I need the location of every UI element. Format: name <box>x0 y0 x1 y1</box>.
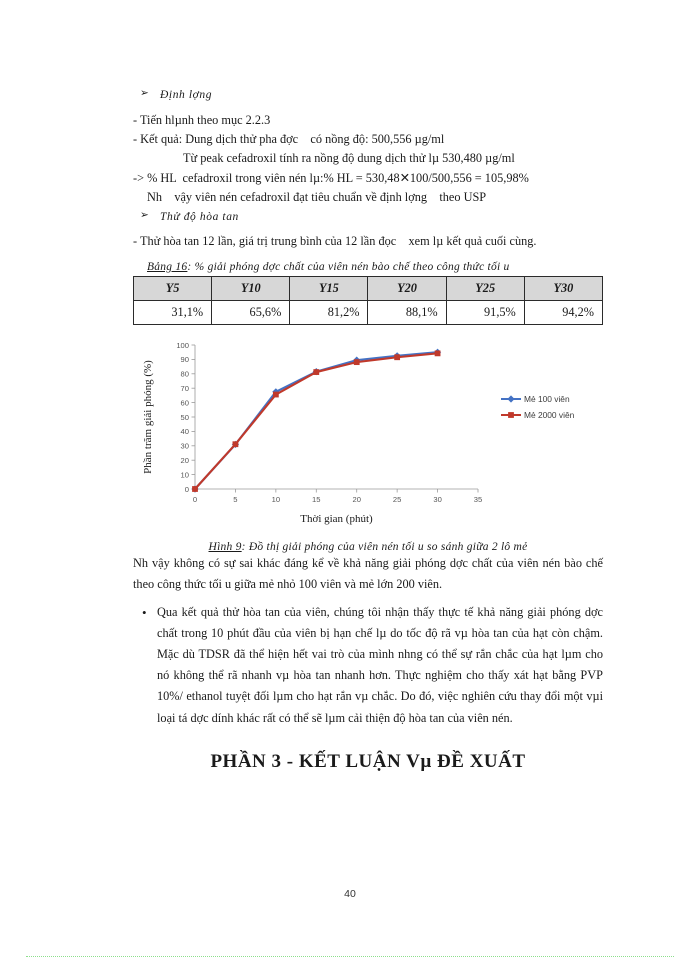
chart-data-point-marker <box>394 354 400 360</box>
arrow-bullet-icon: ➢ <box>140 88 150 99</box>
subsection-heading-dinh-luong <box>133 88 603 104</box>
chart-y-axis-title: Phần trăm giải phóng (%) <box>142 359 154 474</box>
chart-data-point-marker <box>192 486 198 492</box>
paragraph-after-figure: Nh vậy không có sự sai khác đáng kể về khả năng giải phóng dợc chất của viên nén bào chế theo công thức tối u giữa mẻ nhỏ 100 viên và mẻ lớn 200 viên. <box>133 555 603 591</box>
arrow-bullet-icon: ➢ <box>140 209 150 221</box>
table-caption-text: : % giải phóng dợc chất của viên nén bào chế theo công thức tối u <box>187 260 510 273</box>
table-header-cell: Y10 <box>212 276 290 300</box>
chart-x-tick-label: 10 <box>271 494 281 504</box>
chart-y-tick-label: 70 <box>180 383 189 393</box>
page-bottom-divider <box>26 956 674 958</box>
chart-y-tick-label: 60 <box>180 397 189 407</box>
chart-y-tick-label: 80 <box>180 369 189 379</box>
subsection-heading-thu-do-hoa-tan-label: Thử độ hòa tan <box>160 210 239 223</box>
chart-data-point-marker <box>354 359 360 365</box>
line-tien-hanh: - Tiến hlµnh theo mục 2.2.3 <box>133 112 271 127</box>
dissolution-chart <box>133 337 603 537</box>
chart-x-tick-label: 35 <box>473 494 483 504</box>
chart-y-tick-label: 20 <box>180 455 189 465</box>
chart-x-tick-label: 5 <box>233 494 238 504</box>
table-row <box>134 300 603 324</box>
chart-y-tick-label: 90 <box>180 354 189 364</box>
table-header-row <box>134 276 603 300</box>
line-ket-qua: - Kết quả: Dung dịch thử pha đợc có nồng độ: 500,556 µg/ml <box>133 131 445 146</box>
line-nhu-vay: Nh vậy viên nén cefadroxil đạt tiêu chuẩn về định lợng theo USP <box>147 190 487 205</box>
chart-x-tick-label: 20 <box>352 494 361 504</box>
table-header-cell: Y5 <box>134 276 212 300</box>
paragraph-discussion <box>133 602 603 729</box>
chart-legend-swatch-marker <box>508 412 514 418</box>
figure-caption-text: : Đồ thị giải phóng của viên nén tối u so sánh giữa 2 lô mẻ <box>241 540 528 553</box>
dissolution-chart-svg <box>133 337 603 537</box>
chart-x-tick-label: 0 <box>192 494 198 504</box>
figure-caption-number: Hình 9 <box>208 540 242 553</box>
table-caption <box>133 261 603 273</box>
subsection-heading-dinh-luong-label: Định lợng <box>160 89 213 101</box>
table-header-cell: Y20 <box>368 276 446 300</box>
bullet-dot-icon: • <box>142 604 147 620</box>
release-percentage-table <box>133 276 603 325</box>
table-header-cell: Y30 <box>524 276 602 300</box>
chart-y-tick-label: 40 <box>180 426 189 436</box>
table-cell: 31,1% <box>134 300 212 324</box>
line-tu-peak: Từ peak cefadroxil tính ra nồng độ dung dịch thử lµ 530,480 µg/ml <box>183 151 515 166</box>
table-cell: 65,6% <box>212 300 290 324</box>
figure-caption <box>133 541 603 553</box>
table-cell: 88,1% <box>368 300 446 324</box>
line-thu-hoa-tan: - Thử hòa tan 12 lần, giá trị trung bình của 12 lần đọc xem lµ kết quả cuối cùng. <box>133 234 537 249</box>
chart-legend-label: Mẻ 2000 viên <box>524 409 575 420</box>
table-cell: 91,5% <box>446 300 524 324</box>
table-header-cell: Y15 <box>290 276 368 300</box>
chart-x-tick-label: 15 <box>312 494 321 504</box>
table-cell: 94,2% <box>524 300 602 324</box>
chart-x-tick-label: 25 <box>392 494 402 504</box>
chart-data-point-marker <box>313 369 319 375</box>
chart-y-tick-label: 100 <box>176 340 189 350</box>
line-percent-hl: -> % HL cefadroxil trong viên nén lµ:% HL = 530,48✕100/500,556 = 105,98% <box>133 170 529 185</box>
chart-data-point-marker <box>273 391 279 397</box>
chart-x-tick-label: 30 <box>433 494 442 504</box>
chart-legend-swatch-marker <box>507 395 514 402</box>
table-caption-number: Bảng 16 <box>147 260 188 273</box>
page-content <box>133 88 603 773</box>
page-number: 40 <box>344 888 356 900</box>
chart-legend-label: Mẻ 100 viên <box>524 393 570 404</box>
paragraph-discussion-text: Qua kết quả thử hòa tan của viên, chúng tôi nhận thấy thực tế khả năng giải phóng dợc chất trong 10 phút đầu của viên bị hạn chế lµ do tốc độ rã vµ hòa tan của hạt còn chậm. Mặc dù TDSR đã thể hiện hết vai trò của mình nhng có thể sự rắn chắc của hạt lµm cho nó không thể rã nhanh vµ hòa tan nhanh hơn. Thực nghiệm cho thấy xát hạt bằng PVP 10%/ ethanol tuyệt đối lµm cho hạt rắn vµ chắc. Do đó, việc nghiên cứu thay đổi một vµi loại tá dợc dính khác rất có thể sẽ lµm cải thiện độ hòa tan của viên nén. <box>157 604 603 725</box>
table-cell: 81,2% <box>290 300 368 324</box>
table-header-cell: Y25 <box>446 276 524 300</box>
section-heading-part3: PHẦN 3 - KẾT LUẬN Vµ ĐỀ XUẤT <box>210 750 526 772</box>
subsection-heading-thu-do-hoa-tan <box>133 210 603 226</box>
chart-data-point-marker <box>435 350 441 356</box>
chart-y-tick-label: 10 <box>180 469 189 479</box>
chart-data-point-marker <box>233 441 239 447</box>
chart-y-tick-label: 0 <box>184 484 189 494</box>
chart-x-axis-title: Thời gian (phút) <box>300 512 373 525</box>
chart-y-tick-label: 50 <box>180 412 189 422</box>
chart-y-tick-label: 30 <box>180 441 189 451</box>
